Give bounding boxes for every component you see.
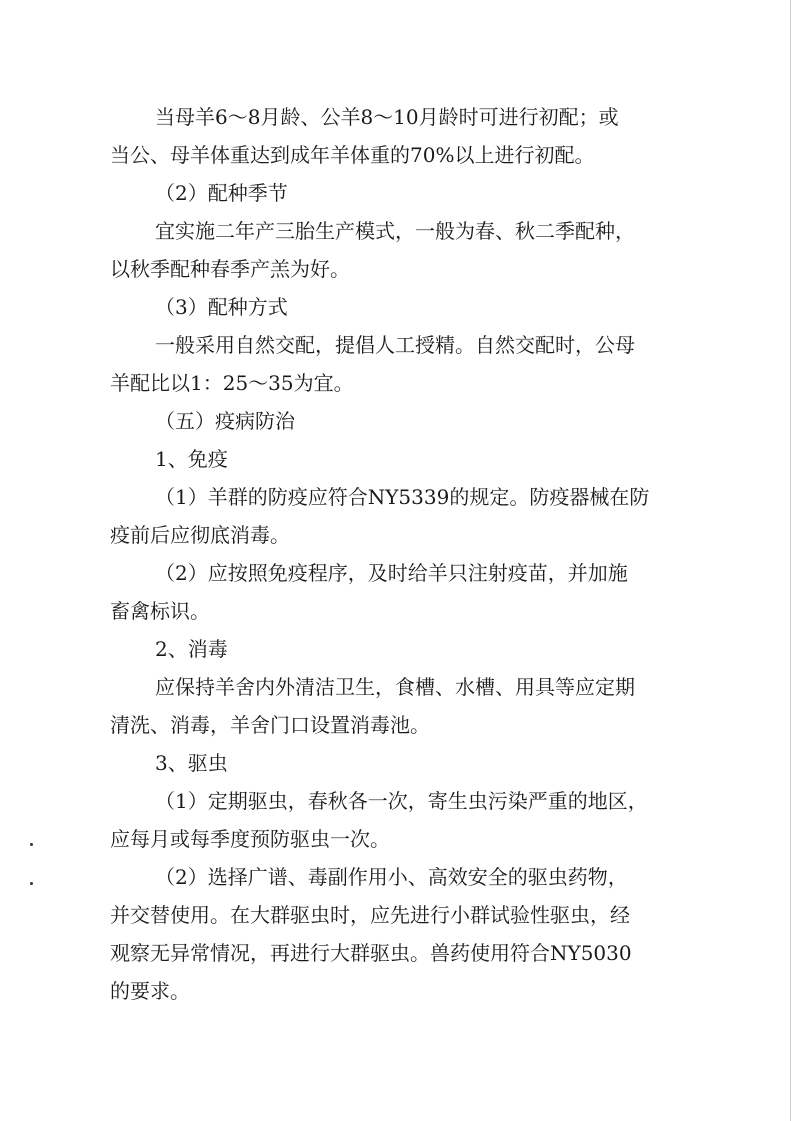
- text-line: （1）定期驱虫，春秋各一次，寄生虫污染严重的地区，: [155, 789, 648, 813]
- scan-speck: [30, 882, 33, 885]
- text-line: （2）应按照免疫程序，及时给羊只注射疫苗，并加施: [155, 561, 628, 585]
- text-line: 一般采用自然交配，提倡人工授精。自然交配时，公母: [155, 333, 635, 357]
- text-line: 羊配比以1：25～35为宜。: [110, 371, 354, 395]
- text-line: 当母羊6～8月龄、公羊8～10月龄时可进行初配；或: [155, 105, 619, 129]
- text-line: 应保持羊舍内外清洁卫生，食槽、水槽、用具等应定期: [155, 675, 635, 699]
- text-line: （2）选择广谱、毒副作用小、高效安全的驱虫药物，: [155, 865, 628, 889]
- text-line: 以秋季配种春季产羔为好。: [110, 257, 350, 281]
- text-line: （1）羊群的防疫应符合NY5339的规定。防疫器械在防: [155, 485, 650, 509]
- text-line: 畜禽标识。: [110, 599, 210, 623]
- section-heading: （2）配种季节: [155, 181, 288, 205]
- scan-edge: [790, 0, 791, 1121]
- scan-speck: [30, 843, 33, 846]
- subsection-heading: 3、驱虫: [155, 751, 228, 775]
- text-line: 应每月或每季度预防驱虫一次。: [110, 827, 390, 851]
- section-heading: （3）配种方式: [155, 295, 288, 319]
- text-line: 的要求。: [110, 979, 190, 1003]
- subsection-heading: 2、消毒: [155, 637, 228, 661]
- text-line: 疫前后应彻底消毒。: [110, 523, 290, 547]
- text-line: 清洗、消毒，羊舍门口设置消毒池。: [110, 713, 430, 737]
- text-line: 并交替使用。在大群驱虫时，应先进行小群试验性驱虫，经: [110, 903, 630, 927]
- section-heading: （五）疫病防治: [155, 409, 295, 433]
- text-line: 当公、母羊体重达到成年羊体重的70%以上进行初配。: [110, 143, 595, 167]
- subsection-heading: 1、免疫: [155, 447, 228, 471]
- text-line: 宜实施二年产三胎生产模式，一般为春、秋二季配种，: [155, 219, 635, 243]
- text-line: 观察无异常情况，再进行大群驱虫。兽药使用符合NY5030: [110, 941, 632, 965]
